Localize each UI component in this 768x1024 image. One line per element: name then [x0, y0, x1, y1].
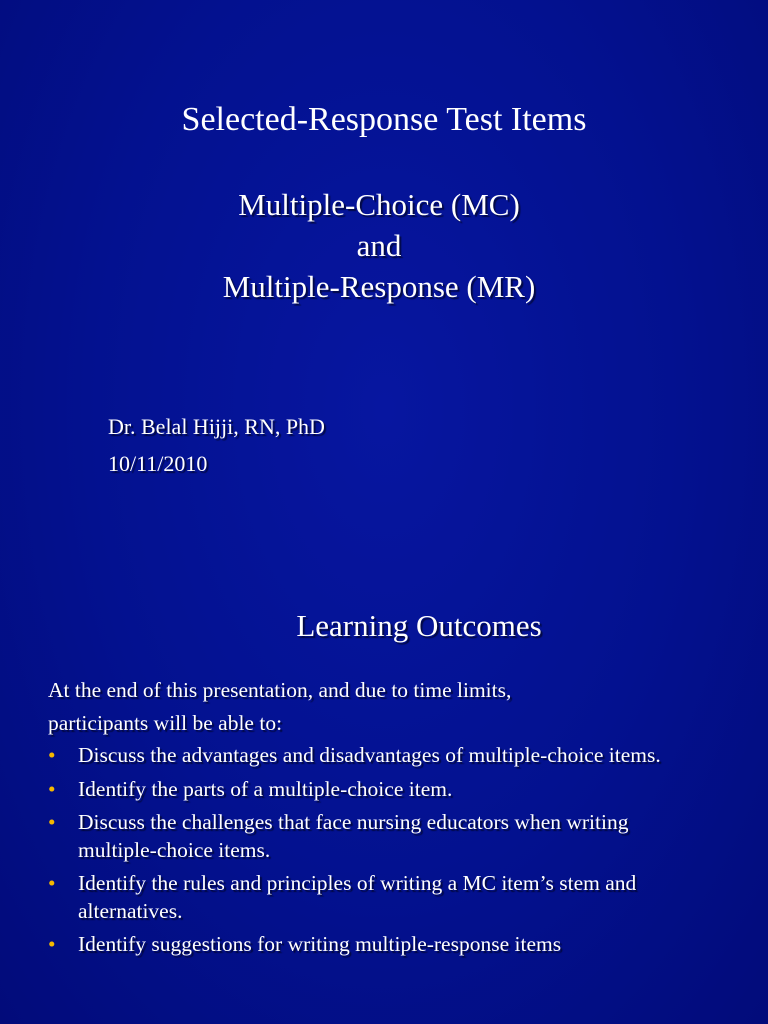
list-item [48, 870, 688, 925]
slide-heading: Learning Outcomes [296, 608, 542, 643]
author-name: Dr. Belal Hijji, RN, PhD [108, 414, 325, 439]
slide-subtitle [0, 184, 758, 307]
bullet-icon: • [48, 871, 56, 895]
intro-line: At the end of this presentation, and due to time limits, [48, 678, 512, 702]
subtitle-line: Multiple-Response (MR) [222, 269, 536, 304]
list-item-text: Discuss the advantages and disadvantages of multiple-choice items. [78, 743, 661, 767]
list-item [48, 742, 688, 770]
bullet-icon: • [48, 743, 56, 767]
subtitle-line: Multiple-Choice (MC) [238, 187, 520, 222]
list-item-text: Identify the rules and principles of writing a MC item’s stem and alternatives. [78, 871, 637, 923]
bullet-icon: • [48, 810, 56, 834]
outcomes-list [48, 742, 688, 965]
list-item-text: Identify the parts of a multiple-choice item. [78, 776, 453, 801]
list-item [48, 931, 688, 959]
list-item-text: Discuss the challenges that face nursing educators when writing multiple-choice items. [78, 810, 629, 862]
list-item [48, 809, 688, 864]
intro-text [48, 674, 688, 740]
subtitle-line: and [356, 228, 402, 263]
list-item [48, 776, 688, 804]
slide-title-heading: Selected-Response Test Items [181, 101, 587, 138]
presentation-date: 10/11/2010 [108, 451, 208, 476]
bullet-icon: • [48, 776, 56, 801]
slide-learning-outcomes [0, 560, 768, 1024]
intro-line: participants will be able to: [48, 711, 283, 735]
list-item-text: Identify suggestions for writing multiple-response items [78, 932, 562, 956]
bullet-icon: • [48, 932, 56, 956]
author-info [108, 408, 325, 482]
